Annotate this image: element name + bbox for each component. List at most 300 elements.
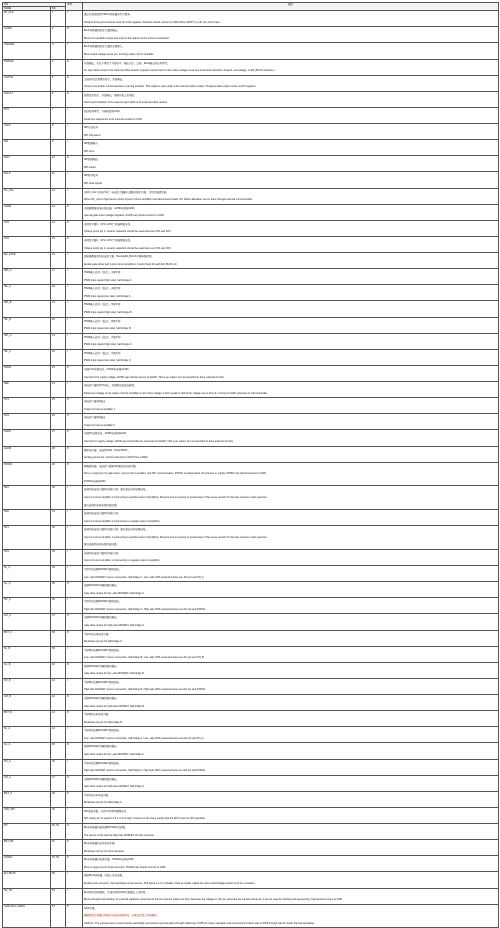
pin-number-cell: 12 [51,188,66,204]
pin-number-cell: 21 [51,333,66,349]
pin-number-cell: 10 [51,156,66,172]
pin-number-cell: 6 [51,91,66,107]
description-line: Buck转换器误差放大器的反相输入。 [84,45,125,49]
description-line: 内部6V电源电压，AVDD电容接AGND。 [84,432,129,436]
pin-number-cell: 38 [51,630,66,646]
pin-description-cell [83,598,499,614]
pin-description-cell [83,253,499,269]
pin-description-cell [83,614,499,630]
pin-description-cell [83,43,499,59]
description-line: Bootstrap cap pin for half-bridge C [84,640,123,644]
header-row-1 [3,3,499,7]
pin-description-cell [83,775,499,791]
pin-type-cell: I [66,124,83,140]
pin-number-cell: 2 [51,27,66,43]
pin-name-cell: DC_CAL [3,188,51,204]
pin-description-cell [83,301,499,317]
table-row [3,888,499,904]
table-row [3,566,499,582]
pin-type-cell: P [66,856,83,872]
description-line: PVDD1电容接GND [84,479,106,483]
description-line: Low -side MOSFET source connection, half-bridge A. Low -side VDS measured betw een this pin and SH_A. [84,736,205,740]
description-line: PWM输入信号（高边），C相半桥 [84,335,121,339]
pin-type-cell: P [66,204,83,220]
pin-name-cell: SN2 [3,510,51,526]
pin-name-cell: GH_B [3,695,51,711]
pin-number-cell: 44 [51,727,66,743]
description-line: SPI output [84,165,96,169]
description-line: 低侧MOSFET的栅极驱动输出 [84,745,117,749]
pin-description-cell [83,11,499,27]
pin-description-cell [83,646,499,662]
pin-name-cell: INH_B [3,301,51,317]
pin-type-cell: P [66,462,83,486]
description-line: PWM Input signal (low side), half-bridge B [84,327,131,331]
description-line: 内部3.3V电源电压，DVDD电容接AGND。 [84,367,131,371]
pin-name-cell: PWRGD [3,59,51,75]
pin-type-cell: P [66,430,83,446]
description-line: Output of current amplifier 1 [84,407,116,411]
pin-number-cell: 3 [51,43,66,59]
description-line: 使能Buck转换器，内部上拉电流源。 [84,874,125,878]
description-line: 半桥C的高侧MOSFET源极连接。 [84,600,122,604]
pin-description-cell [83,549,499,565]
description-line: SPI supply pin to support 3.3-V or 5-V logic. Connect to the same supply that the MCU uses for SPI operation. [84,817,206,821]
table-row [3,349,499,365]
pin-name-cell: EN_GATE [3,253,51,269]
pin-name-cell: CP2 [3,236,51,252]
pin-number-cell: 46 [51,759,66,775]
description-line: Charge pump pin 1, ceramic capacitor should be used betw een CP1 and CP2 [84,230,171,234]
pin-type-cell: I [66,253,83,269]
pin-header: PIN [3,3,66,7]
pin-type-cell: P [66,840,83,856]
pin-description-cell [83,220,499,236]
pin-type-cell: I [66,317,83,333]
pin-number-cell: 16 [51,253,66,269]
pin-type-cell: I [66,510,83,526]
pin-name-cell: COMP [3,27,51,43]
pin-description-cell [83,285,499,301]
pin-type-cell: I [66,759,83,775]
pin-description-cell [83,349,499,365]
pin-number-cell: 29 [51,462,66,486]
pin-description-cell [83,904,499,928]
description-line: SPI片选信号 [84,126,99,130]
description-line: PWM Input signal (low side), half-bridge C [84,359,131,363]
pin-number-cell: 26 [51,414,66,430]
description-line: Pow er supply pin for buck converter, PVDD2 cap should connect to GND. [84,865,167,869]
description-line: Input of current amplifier 2 (connecting to negative input of amplifier). [84,519,161,523]
description-line: 半桥B的低侧MOSFET源极连接。 [84,648,122,652]
pin-type-cell: P [66,220,83,236]
pin-name-cell: SDO [3,156,51,172]
pin-description-cell [83,317,499,333]
description-line: 栅极驱动器、电流放大器和SPI通信的电源引脚。 [84,464,139,468]
pin-name-cell: SS_TR [3,888,51,904]
pin-type-cell: O [66,91,83,107]
pin-type-cell: O [66,398,83,414]
description-line: Input of current amplifier 1 (connecting to negative input of amplifier). [84,559,161,563]
pin-type-cell: I [66,140,83,156]
pin-number-cell: 40 [51,662,66,678]
table-row [3,582,499,598]
description-line: Gate drive output for high-side MOSFET, half-bridge A [84,785,144,789]
description-line: Input of current amplifier 2 (connecting to positive input of amplifier). Recommend to connect to ground side of the sense resistor for the best common mode rejection. [84,495,268,499]
description-line: 死区时间调节，外接电阻到GND。 [84,109,123,113]
description-line: 通过外部电阻调节Buck转换器的开关频率。 [84,13,133,17]
pin-description-cell [83,486,499,510]
pin-type-cell: I [66,598,83,614]
description-line: SPI电源引脚，支持3.3V或5V逻辑电平。 [84,809,129,813]
pin-number-cell: 18 [51,285,66,301]
pin-type-cell: O [66,824,83,840]
table-row [3,614,499,630]
pin-number-cell: 36 [51,598,66,614]
pin-description-cell [83,204,499,220]
pin-number-cell: 4 [51,59,66,75]
pin-name-cell: BST_C [3,630,51,646]
pin-name-cell: GH_C [3,614,51,630]
description-line: 内部栅极驱动电压稳压器，GVDD电容接GND。 [84,206,137,210]
table-row [3,462,499,486]
pin-description-cell [83,333,499,349]
description-line: The source of the internal high side MOSFET of buck converter [84,833,155,837]
pin-type-cell: O [66,59,83,75]
pin-number-cell: 7 [51,107,66,123]
description-line: When DC_CAL is high,device shorts inputs of shunt amplifiers and disconnects loads. DC offset calibration can be done through external microcontroller. [84,198,253,202]
pin-table [2,2,499,928]
description-line: Buck转换器内部高侧MOSFET的源极。 [84,826,128,829]
description-line: 建议连接到采样电阻的接地端。 [84,543,120,547]
description-line: PWM输入信号（低边），A相半桥 [84,287,121,291]
description-line: Enable gate driver and current shunt amplifiers. Control buck through EN_BUCK pin. [84,262,178,266]
description-line: 半桥B的高侧MOSFET源极连接。 [84,680,122,684]
table-row [3,43,499,59]
pin-name-cell: nFAULT [3,91,51,107]
pin-description-cell [83,840,499,856]
pin-name-cell: GND (Pow erPAD) [3,904,51,928]
description-line: 低侧MOSFET的栅极驱动输出 [84,664,117,668]
pin-description-cell [83,727,499,743]
description-line: 连接到电流放大器2的正输入端，建议靠近采样电阻接地。 [84,488,148,492]
pin-name-cell: INH_C [3,333,51,349]
pin-description-cell [83,430,499,446]
pin-description-cell [83,582,499,598]
pin-description-cell [83,566,499,582]
pin-name-cell: RT_CLK [3,11,51,27]
pin-type-cell: P [66,904,83,928]
description-line: PWM Input signal (high side), half-bridge C [84,343,132,347]
pin-number-cell: 15 [51,236,66,252]
pin-type-cell: I [66,333,83,349]
pin-name-cell: BST_BK [3,840,51,856]
description-line: SPI时钟信号 [84,174,99,178]
description-line: 裸露焊盘必须通过焊接良好地电连接到地，以保证正常工作和散热。 [84,914,160,918]
description-line: 电荷泵引脚1，CP1与CP2之间接陶瓷电容。 [84,222,133,226]
pin-number-cell: 34 [51,566,66,582]
pin-number-cell: 56 [51,888,66,904]
pin-description-cell [83,140,499,156]
table-row [3,59,499,75]
pin-type-cell: I [66,285,83,301]
pin-name-cell: GL_B [3,662,51,678]
pin-name-cell: VSENSE [3,43,51,59]
pin-number-cell: 22 [51,349,66,365]
table-row [3,904,499,928]
pin-description-cell [83,398,499,414]
table-row [3,662,499,678]
table-row [3,711,499,727]
pin-description-cell [83,446,499,462]
description-line: GND引脚。 [84,906,98,910]
description-line: High-side MOSFET source connection, half-bridge B. High-side VDS measured betw een this pin and PVDD1. [84,688,206,692]
pin-number-cell: 47 [51,775,66,791]
pin-description-cell [83,156,499,172]
table-row [3,446,499,462]
description-line: Low -side MOSFET source connection, half-bridge C. Low -side VDS measured betw een this pin and SH_C. [84,575,205,579]
pin-number-cell: 17 [51,269,66,285]
table-row [3,301,499,317]
table-row [3,856,499,872]
pin-name-cell: SH_A [3,759,51,775]
description-line: 高侧MOSFET的栅极驱动输出 [84,697,117,700]
description-line: Low -side MOSFET source connection, half-bridge B. Low -side VDS measured betw een this pin and SH_B. [84,656,205,660]
description-line: Buck soft-start and tracking. An external capacitor connected to this pin sets the output rise time. Because the voltage on this pin overrides the internal reference, it can be used for tracking and sequencing. Cap should connect to GND [84,898,343,902]
pin-description-cell [83,75,499,91]
pin-name-cell: INL_B [3,317,51,333]
pin-name-cell: PVDD1 [3,462,51,486]
pin-type-cell: I [66,727,83,743]
pin-name-cell: SH_C [3,598,51,614]
pin-name-cell: GL_C [3,582,51,598]
table-row [3,27,499,43]
pin-number-cell: 9 [51,140,66,156]
table-row [3,253,499,269]
description-line: Analog ground pin. Connect directly to GND (Pow erPAD) [84,456,148,460]
pin-number-cell: 14 [51,220,66,236]
description-line: Buck error amplifier output and input to the output sw itch current comparator. [84,36,170,40]
pin-type-cell: I [66,872,83,888]
pin-name-cell: SCLK [3,172,51,188]
table-row [3,333,499,349]
pin-type-cell: I [66,646,83,662]
pin-number-cell: 25 [51,398,66,414]
pin-name-cell: SP1 [3,526,51,550]
pin-type-cell: I [66,188,83,204]
pin-rows [3,11,499,928]
description-line: Dead time adjustment w ith external resistor to GND [84,117,142,121]
type-header: 类型 [66,3,83,11]
description-line: PWM输入信号（低边），B相半桥 [84,319,121,323]
table-row [3,598,499,614]
description-line: 半桥A的高侧MOSFET源极连接。 [84,761,122,765]
description-line: 连接到电流放大器1的正输入端，建议靠近采样电阻接地。 [84,528,148,532]
pin-type-cell: I [66,888,83,904]
description-line: Gate drive output for high-side MOSFET, half-bridge C [84,623,145,627]
pin-description-cell [83,791,499,807]
pin-name-cell: DVDD [3,365,51,381]
pin-description-cell [83,711,499,727]
pin-description-cell [83,759,499,775]
pin-name-cell: SN1 [3,549,51,565]
pin-description-cell [83,807,499,823]
pin-type-cell: I [66,486,83,510]
description-line: 使能栅极驱动和电流放大器，Buck由EN_BUCK引脚单独控制。 [84,255,154,259]
pin-name-cell: AGND [3,446,51,462]
pin-type-cell: O [66,27,83,43]
table-row [3,204,499,220]
description-line: 半桥C的自举电容引脚 [84,632,109,636]
description-line: Internal gate driver voltage regulator. GVDD cap should connect to GND [84,214,164,218]
pin-name-cell: SO1 [3,398,51,414]
pin-number-cell: 28 [51,446,66,462]
pin-name-cell: CP1 [3,220,51,236]
description-line: Internal 6-V supply voltage. AVDD cap should also be connected to AGND. This is an output, but not specified to drive external circuitry. [84,440,234,443]
pin-name-cell: BST_B [3,711,51,727]
table-row [3,646,499,662]
table-row [3,510,499,526]
pin-type-cell: I [66,678,83,694]
pin-type-cell: O [66,775,83,791]
description-line: 半桥A的低侧MOSFET源极连接。 [84,729,122,733]
pin-description-cell [83,662,499,678]
table-row [3,11,499,27]
pin-number-cell: 33 [51,549,66,565]
description-line: Resistor timing and external clock for buck regulator. Resistor should connect to GND (Pow erPAD™) w ith very short trace. [84,20,221,24]
pin-number-cell: 55 [51,872,66,888]
pin-name-cell: nSCS [3,124,51,140]
pin-number-cell: 1 [51,11,66,27]
pin-name-cell: GL_A [3,743,51,759]
description-line: Gate drive output for low -side MOSFET, half-bridge A [84,752,144,756]
description-line: Output of current amplifier 2 [84,423,116,427]
table-row [3,75,499,91]
pin-number-cell: 5 [51,75,66,91]
pin-type-cell: O [66,695,83,711]
table-row [3,91,499,107]
pin-name-cell: DTC [3,107,51,123]
description-line: SPI chip select [84,133,101,137]
description-line: 高侧MOSFET的栅极驱动输出 [84,616,117,620]
table-row [3,775,499,791]
table-row [3,124,499,140]
pin-name-cell: GVDD [3,204,51,220]
description-line: 高侧MOSFET的栅极驱动输出 [84,777,117,781]
pin-type-cell: P [66,630,83,646]
description-line: Reference voltage to set output of shunt amplifiers w ith a bias voltage w hich equals to half of the voltage set on this pin. Connect to ADC reference in microcontroller. [84,391,268,395]
pin-type-cell: O [66,582,83,598]
pin-description-cell [83,462,499,486]
pin-description-cell [83,630,499,646]
description-line: High-side MOSFET source connection, half-bridge A. High-side VDS measured betw een this pin and PVDD1. [84,769,206,773]
pin-description-cell [83,743,499,759]
pin-type-cell: I [66,526,83,550]
description-line: 低侧MOSFET的栅极驱动输出 [84,584,117,588]
description-line: Internal 3.3-V supply voltage. DVDD cap should connect to AGND. This is an output, but not specified to drive external circuitry. [84,375,225,379]
pin-name-cell: SO2 [3,414,51,430]
pin-number-cell: 42 [51,695,66,711]
pin-name-cell: REF [3,382,51,398]
pin-type-cell: O [66,75,83,91]
pin-type-cell: I [66,807,83,823]
pin-number-cell: 20 [51,317,66,333]
pin-name-cell: INL_C [3,349,51,365]
pin-name-cell: GH_A [3,775,51,791]
description-line: 半桥A的自举电容引脚 [84,793,109,797]
table-row [3,285,499,301]
description-line: SPI clock signal [84,182,102,185]
pin-number-cell: 53, 54 [51,856,66,872]
pin-description-cell [83,872,499,888]
description-line: 模拟地引脚，连接到GND（PowerPAD）。 [84,448,131,452]
table-row [3,759,499,775]
description-line: Buck转换器的电源引脚，PVDD2电容接GND。 [84,858,136,862]
pin-name-cell: nOCTW [3,75,51,91]
pin-name-cell: VDD_SPI [3,807,51,823]
description-line: SPI input [84,149,95,153]
pin-type-cell: I [66,349,83,365]
description-line: PWM Input signal (high side), half-bridge B [84,311,132,314]
pin-number-cell: 8 [51,124,66,140]
description-line: 连接到电流放大器1的负输入端。 [84,551,121,555]
description-line: 开漏输出，在以下情况下为低电平：输出欠压、过温、Buck输出电压异常等。 [84,61,170,65]
description-line: Buck转换器的自举电容引脚 [84,842,115,846]
pin-name-cell: SL_B [3,646,51,662]
description-line: Buck output voltage sense pin. Inverting node of error amplifier. [84,53,155,56]
description-line: An open-drain output w ith external pullup resistor required. Asserts low if buck output voltage is low due to thermal shutdown, dropout, overvoltage, or EN_BUCK shutdow n. [84,69,276,73]
table-row [3,398,499,414]
pin-description-cell [83,678,499,694]
description-line: 当DC_CAL为高电平时，电流放大器输入短路并断开负载，可进行偏置校准。 [84,190,169,194]
pin-description-cell [83,188,499,204]
pin-description-cell [83,107,499,123]
description-line: 电流放大器1的输出 [84,400,106,404]
pin-type-cell: I [66,269,83,285]
description-line: Buck转换器误差放大器的输出。 [84,29,120,33]
table-row [3,430,499,446]
pin-name-cell: PH [3,824,51,840]
pin-number-cell: 30 [51,486,66,510]
pin-number-cell: 35 [51,582,66,598]
pin-number-cell: 39 [51,646,66,662]
pin-name-cell: PVDD2 [3,856,51,872]
description-line: Buck软启动和跟踪，外接电容到GND设置输出上升时间。 [84,890,148,894]
pin-type-cell: I [66,107,83,123]
description-line: SPI数据输出 [84,158,99,162]
pin-number-cell: 37 [51,614,66,630]
table-row [3,220,499,236]
description-line: PWM Input signal (low side), half-bridge A [84,294,131,298]
table-row [3,236,499,252]
description-line: 半桥B的自举电容引脚 [84,713,109,717]
table-row [3,678,499,694]
description-line: Bootstrap cap pin for buck converter [84,849,125,853]
table-row [3,172,499,188]
pin-type-cell: I [66,43,83,59]
table-row [3,526,499,550]
pin-type-cell: O [66,662,83,678]
table-row [3,365,499,381]
pin-description-cell [83,824,499,840]
pin-number-cell: 13 [51,204,66,220]
description-line: 电流放大器的参考电压，设置输出的直流偏置。 [84,384,137,388]
pin-description-cell [83,91,499,107]
description-header: 描述 [83,3,499,11]
table-row [3,743,499,759]
pin-description-cell [83,510,499,526]
pin-description-document [2,2,498,928]
